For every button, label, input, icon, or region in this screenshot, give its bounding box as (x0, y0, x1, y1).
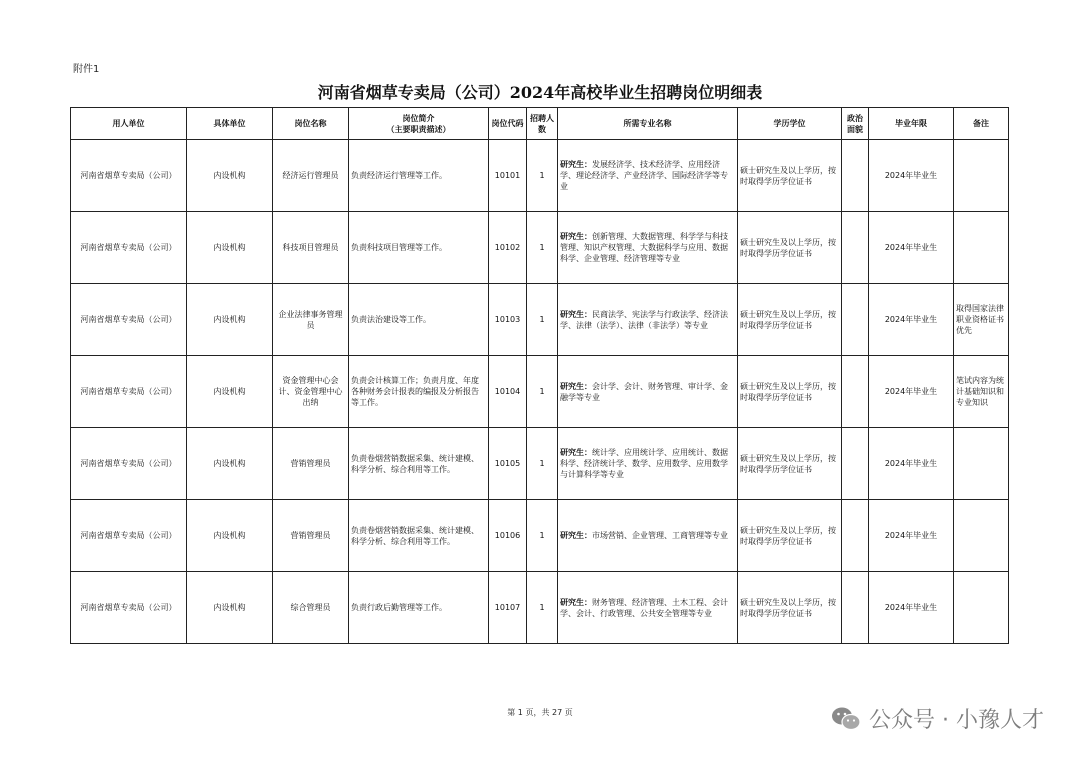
cell-political (842, 500, 869, 572)
major-prefix: 研究生： (560, 448, 592, 457)
cell-dept: 内设机构 (187, 500, 273, 572)
positions-table (70, 107, 1009, 644)
cell-degree: 硕士研究生及以上学历，按时取得学历学位证书 (738, 572, 842, 644)
major-text: 民商法学、宪法学与行政法学、经济法学、法律（法学）、法律（非法学）等专业 (560, 309, 728, 330)
major-text: 发展经济学、技术经济学、应用经济学、理论经济学、产业经济学、国际经济学等专业 (560, 160, 728, 191)
cell-num: 1 (527, 500, 558, 572)
major-prefix: 研究生： (560, 160, 592, 169)
cell-num: 1 (527, 284, 558, 356)
cell-dept: 内设机构 (187, 140, 273, 212)
header-post: 岗位名称 (273, 108, 349, 140)
cell-political (842, 140, 869, 212)
page-footer: 第 1 页，共 27 页 (507, 708, 573, 717)
cell-intro: 负责经济运行管理等工作。 (349, 140, 489, 212)
cell-major (558, 428, 738, 500)
cell-post: 资金管理中心会计、资金管理中心出纳 (273, 356, 349, 428)
attachment-label: 附件1 (73, 64, 100, 75)
cell-dept: 内设机构 (187, 212, 273, 284)
cell-note (954, 572, 1009, 644)
cell-year: 2024年毕业生 (869, 212, 954, 284)
table-row (71, 500, 1009, 572)
cell-degree: 硕士研究生及以上学历，按时取得学历学位证书 (738, 212, 842, 284)
major-text: 财务管理、经济管理、土木工程、会计学、会计、行政管理、公共安全管理等专业 (560, 597, 728, 618)
cell-unit: 河南省烟草专卖局（公司） (71, 428, 187, 500)
cell-post: 营销管理员 (273, 428, 349, 500)
cell-intro: 负责会计核算工作；负责月度、年度各种财务会计报表的编报及分析报告等工作。 (349, 356, 489, 428)
header-num: 招聘人数 (527, 108, 558, 140)
cell-degree: 硕士研究生及以上学历，按时取得学历学位证书 (738, 428, 842, 500)
cell-major (558, 140, 738, 212)
header-dept: 具体单位 (187, 108, 273, 140)
table-row (71, 572, 1009, 644)
cell-unit: 河南省烟草专卖局（公司） (71, 500, 187, 572)
cell-num: 1 (527, 212, 558, 284)
cell-unit: 河南省烟草专卖局（公司） (71, 572, 187, 644)
cell-num: 1 (527, 356, 558, 428)
header-political: 政治面貌 (842, 108, 869, 140)
cell-code: 10106 (489, 500, 527, 572)
cell-major (558, 356, 738, 428)
major-prefix: 研究生： (560, 381, 592, 391)
cell-note (954, 140, 1009, 212)
cell-dept: 内设机构 (187, 572, 273, 644)
cell-num: 1 (527, 572, 558, 644)
cell-political (842, 572, 869, 644)
cell-year: 2024年毕业生 (869, 284, 954, 356)
cell-degree: 硕士研究生及以上学历，按时取得学历学位证书 (738, 500, 842, 572)
cell-code: 10101 (489, 140, 527, 212)
header-row (71, 108, 1009, 140)
cell-post: 综合管理员 (273, 572, 349, 644)
wechat-icon (831, 706, 861, 732)
table-row (71, 284, 1009, 356)
cell-major (558, 572, 738, 644)
watermark-text: 公众号 · 小豫人才 (869, 708, 1044, 733)
cell-political (842, 212, 869, 284)
cell-num: 1 (527, 140, 558, 212)
cell-major (558, 500, 738, 572)
cell-political (842, 356, 869, 428)
cell-degree: 硕士研究生及以上学历，按时取得学历学位证书 (738, 140, 842, 212)
cell-unit: 河南省烟草专卖局（公司） (71, 284, 187, 356)
major-text: 创新管理、大数据管理、科学学与科技管理、知识产权管理、大数据科学与应用、数据科学、企业管理、经济管理等专业 (560, 232, 728, 263)
cell-code: 10102 (489, 212, 527, 284)
major-prefix: 研究生： (560, 232, 592, 241)
table-row (71, 356, 1009, 428)
cell-intro: 负责卷烟营销数据采集、统计建模、科学分析、综合利用等工作。 (349, 500, 489, 572)
cell-year: 2024年毕业生 (869, 572, 954, 644)
header-year: 毕业年限 (869, 108, 954, 140)
cell-dept: 内设机构 (187, 284, 273, 356)
table-row (71, 212, 1009, 284)
cell-degree: 硕士研究生及以上学历，按时取得学历学位证书 (738, 356, 842, 428)
cell-year: 2024年毕业生 (869, 140, 954, 212)
cell-note: 取得国家法律职业资格证书优先 (954, 284, 1009, 356)
cell-num: 1 (527, 428, 558, 500)
cell-intro: 负责科技项目管理等工作。 (349, 212, 489, 284)
cell-note: 笔试内容为统计基础知识和专业知识 (954, 356, 1009, 428)
header-degree: 学历学位 (738, 108, 842, 140)
header-intro-line1: 岗位简介 (402, 113, 435, 123)
header-note: 备注 (954, 108, 1009, 140)
cell-code: 10103 (489, 284, 527, 356)
cell-political (842, 284, 869, 356)
cell-code: 10104 (489, 356, 527, 428)
cell-intro: 负责行政后勤管理等工作。 (349, 572, 489, 644)
table-row (71, 428, 1009, 500)
cell-code: 10107 (489, 572, 527, 644)
cell-post: 科技项目管理员 (273, 212, 349, 284)
major-text: 市场营销、企业管理、工商管理等专业 (592, 531, 728, 540)
cell-post: 企业法律事务管理员 (273, 284, 349, 356)
cell-year: 2024年毕业生 (869, 356, 954, 428)
cell-unit: 河南省烟草专卖局（公司） (71, 140, 187, 212)
cell-major (558, 284, 738, 356)
major-prefix: 研究生： (560, 309, 592, 319)
table-row (71, 140, 1009, 212)
cell-year: 2024年毕业生 (869, 500, 954, 572)
cell-post: 经济运行管理员 (273, 140, 349, 212)
major-text: 会计学、会计、财务管理、审计学、金融学等专业 (560, 381, 728, 402)
cell-note (954, 500, 1009, 572)
cell-note (954, 212, 1009, 284)
watermark (831, 703, 1044, 734)
cell-intro: 负责法治建设等工作。 (349, 284, 489, 356)
cell-dept: 内设机构 (187, 356, 273, 428)
cell-post: 营销管理员 (273, 500, 349, 572)
cell-unit: 河南省烟草专卖局（公司） (71, 356, 187, 428)
cell-code: 10105 (489, 428, 527, 500)
header-intro (349, 108, 489, 140)
cell-unit: 河南省烟草专卖局（公司） (71, 212, 187, 284)
header-code: 岗位代码 (489, 108, 527, 140)
header-intro-line2: （主要职责描述） (386, 124, 451, 134)
cell-note (954, 428, 1009, 500)
cell-political (842, 428, 869, 500)
header-unit: 用人单位 (71, 108, 187, 140)
cell-year: 2024年毕业生 (869, 428, 954, 500)
header-major: 所需专业名称 (558, 108, 738, 140)
cell-intro: 负责卷烟营销数据采集、统计建模、科学分析、综合利用等工作。 (349, 428, 489, 500)
major-prefix: 研究生： (560, 597, 592, 607)
document-title: 河南省烟草专卖局（公司）2024年高校毕业生招聘岗位明细表 (317, 83, 763, 102)
cell-dept: 内设机构 (187, 428, 273, 500)
cell-degree: 硕士研究生及以上学历，按时取得学历学位证书 (738, 284, 842, 356)
major-text: 统计学、应用统计学、应用统计、数据科学、经济统计学、数学、应用数学、应用数学与计算科学等专业 (560, 448, 728, 479)
major-prefix: 研究生： (560, 531, 592, 540)
cell-major (558, 212, 738, 284)
